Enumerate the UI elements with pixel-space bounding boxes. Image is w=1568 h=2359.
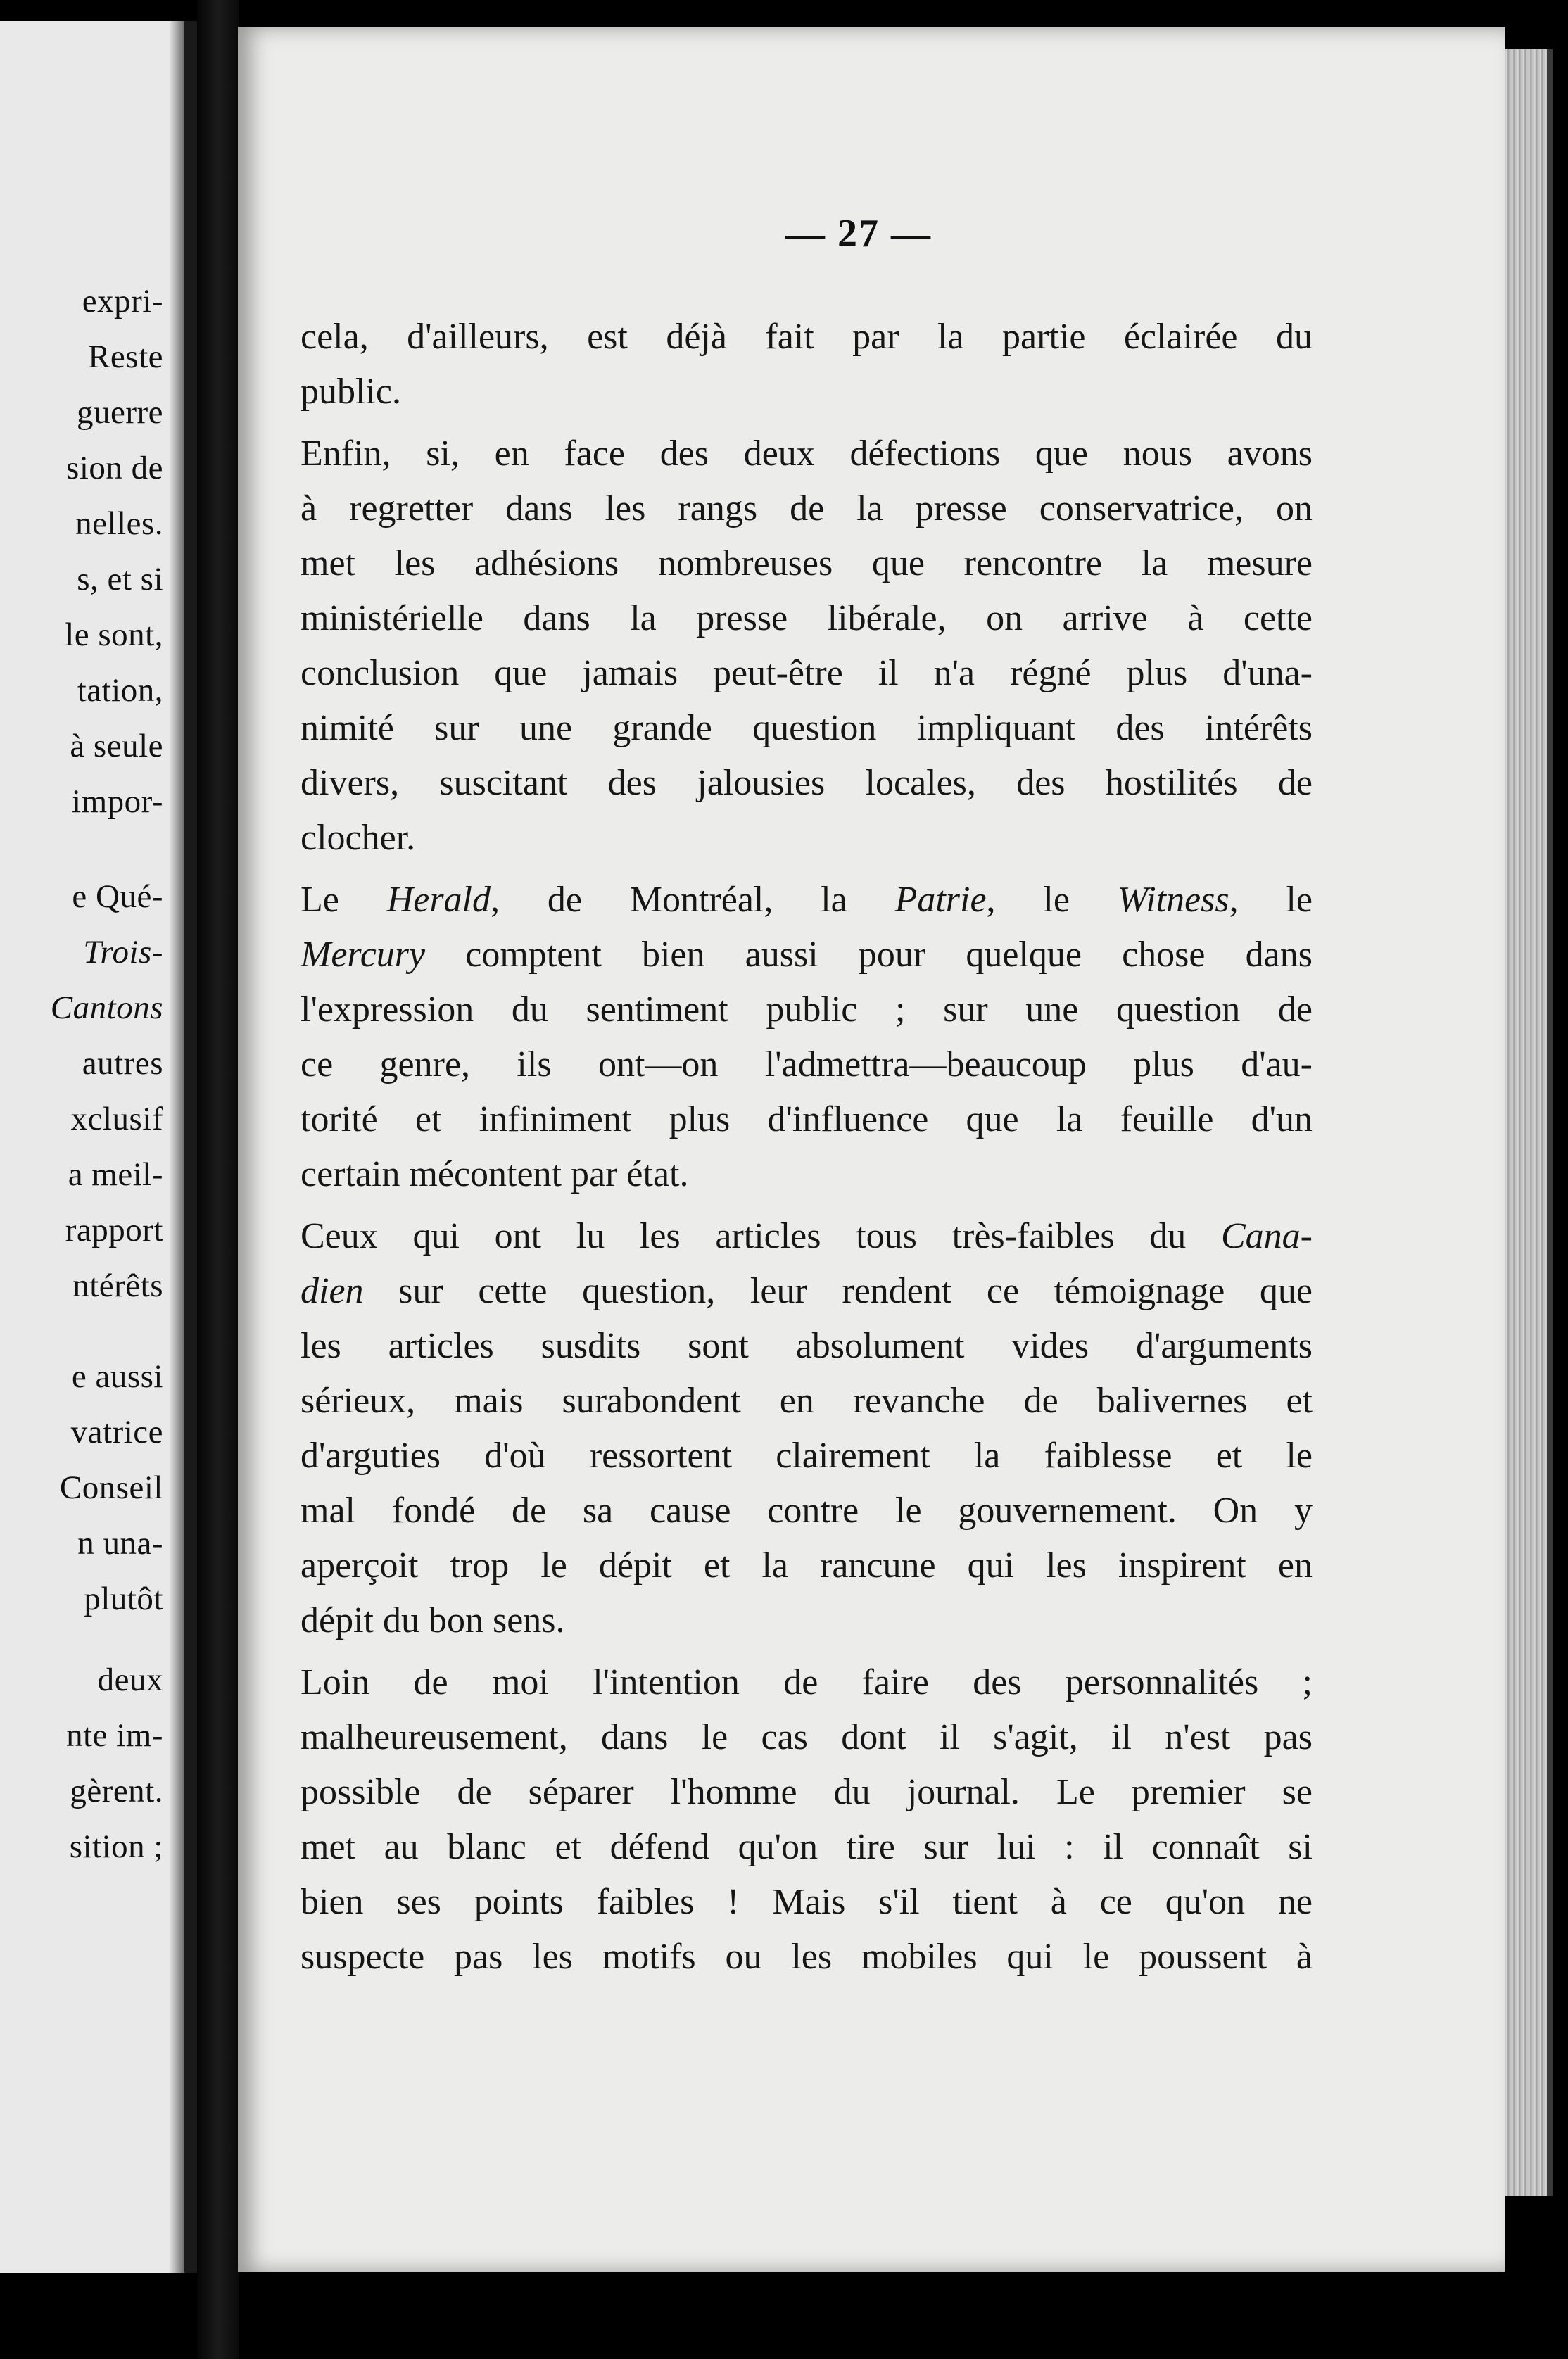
paragraph-3 (278, 873, 1313, 1202)
facing-page-line: le sont, (65, 616, 163, 653)
facing-page-line: autres (82, 1045, 163, 1082)
facing-page-line: gèrent. (70, 1773, 163, 1809)
facing-page-line: guerre (76, 394, 163, 431)
text-line: divers, suscitant des jalousies locales, des hostilités de (301, 763, 1313, 803)
facing-page-line: vatrice (70, 1414, 163, 1450)
facing-page-line: Cantons (50, 989, 163, 1026)
paragraph-4 (278, 1209, 1313, 1648)
text-line: certain mécontent par état. (301, 1154, 689, 1194)
text-line: suspecte pas les motifs ou les mobiles qui le poussent à (301, 1937, 1313, 1977)
facing-page-line: n una- (77, 1525, 163, 1562)
paragraph-1 (278, 310, 1313, 419)
text-line: ce genre, ils ont—on l'admettra—beaucoup plus d'au- (301, 1044, 1313, 1084)
facing-page-line: à seule (70, 728, 163, 764)
facing-page-line: e Qué- (72, 878, 163, 915)
text-line: met les adhésions nombreuses que rencontre la mesure (301, 543, 1313, 583)
text-line: malheureusement, dans le cas dont il s'agit, il n'est pas (301, 1717, 1313, 1757)
text-run: Ceux qui ont lu les articles tous très-faibles du (301, 1216, 1221, 1256)
facing-page (0, 21, 197, 2273)
text-line: conclusion que jamais peut-être il n'a régné plus d'una- (301, 653, 1313, 693)
facing-page-line: Trois- (83, 934, 163, 970)
newspaper-title: Mercury (301, 935, 426, 975)
newspaper-title: Witness (1117, 880, 1229, 920)
text-line: clocher. (301, 818, 416, 858)
body-text (278, 310, 1313, 1992)
text-line: les articles susdits sont absolument vides d'arguments (301, 1326, 1313, 1366)
text-line: l'expression du sentiment public ; sur une question de (301, 989, 1313, 1030)
page-number: — 27 — (785, 212, 932, 255)
facing-page-line: plutôt (84, 1581, 163, 1617)
text-line: cela, d'ailleurs, est déjà fait par la partie éclairée du (301, 317, 1313, 357)
text-line: ministérielle dans la presse libérale, on arrive à cette (301, 598, 1313, 638)
page-edges (1505, 49, 1553, 2196)
gutter-shadow (169, 21, 184, 2273)
text-line (278, 928, 1313, 982)
facing-page-line: a meil- (68, 1156, 163, 1193)
newspaper-title: dien (301, 1271, 364, 1311)
text-line: d'arguties d'où ressortent clairement la faiblesse et le (301, 1436, 1313, 1476)
facing-page-line: Conseil (59, 1469, 163, 1506)
facing-page-line: impor- (72, 783, 163, 820)
text-line: met au blanc et défend qu'on tire sur lui : il connaît si (301, 1827, 1313, 1867)
text-line: mal fondé de sa cause contre le gouvernement. On y (301, 1491, 1313, 1531)
facing-page-line: e aussi (71, 1358, 163, 1395)
facing-page-line: rapport (65, 1212, 163, 1248)
book-spine (197, 0, 239, 2359)
text-line: torité et infiniment plus d'influence que la feuille d'un (301, 1099, 1313, 1139)
text-line: bien ses points faibles ! Mais s'il tient à ce qu'on ne (301, 1882, 1313, 1922)
facing-page-line: nte im- (66, 1717, 163, 1754)
facing-page-line: Reste (88, 339, 163, 375)
facing-page-line: nelles. (75, 505, 163, 542)
facing-page-line: expri- (82, 283, 163, 320)
facing-page-line: xclusif (70, 1101, 163, 1137)
text-run: , de Montréal, la (491, 880, 895, 920)
facing-page-line: deux (97, 1662, 163, 1698)
text-run: sur cette question, leur rendent ce témoignage que (363, 1271, 1313, 1311)
facing-page-line: sion de (66, 450, 163, 486)
facing-page-line: sition ; (69, 1828, 163, 1865)
newspaper-title: Patrie (894, 880, 987, 920)
text-line (278, 1264, 1313, 1319)
text-run: , le (986, 880, 1118, 920)
facing-page-line: tation, (77, 672, 163, 709)
text-run: , le (1229, 880, 1313, 920)
text-line: public. (301, 372, 401, 412)
text-run: Le (301, 880, 387, 920)
text-line (278, 1209, 1313, 1264)
facing-page-line: ntérêts (72, 1267, 163, 1304)
text-line: dépit du bon sens. (301, 1600, 565, 1640)
text-line: nimité sur une grande question impliquant des intérêts (301, 708, 1313, 748)
text-line: à regretter dans les rangs de la presse conservatrice, on (301, 488, 1313, 529)
text-line: possible de séparer l'homme du journal. Le premier se (301, 1772, 1313, 1812)
newspaper-title: Cana- (1221, 1216, 1313, 1256)
text-line: aperçoit trop le dépit et la rancune qui les inspirent en (301, 1545, 1313, 1586)
paragraph-2 (278, 426, 1313, 866)
facing-page-line: s, et si (77, 561, 163, 597)
text-run: comptent bien aussi pour quelque chose dans (425, 935, 1313, 975)
text-line: Loin de moi l'intention de faire des personnalités ; (301, 1662, 1313, 1702)
text-line: sérieux, mais surabondent en revanche de balivernes et (301, 1381, 1313, 1421)
text-line: Enfin, si, en face des deux défections que nous avons (301, 434, 1313, 474)
text-line (278, 873, 1313, 928)
newspaper-title: Herald (386, 880, 491, 920)
paragraph-5 (278, 1655, 1313, 1985)
